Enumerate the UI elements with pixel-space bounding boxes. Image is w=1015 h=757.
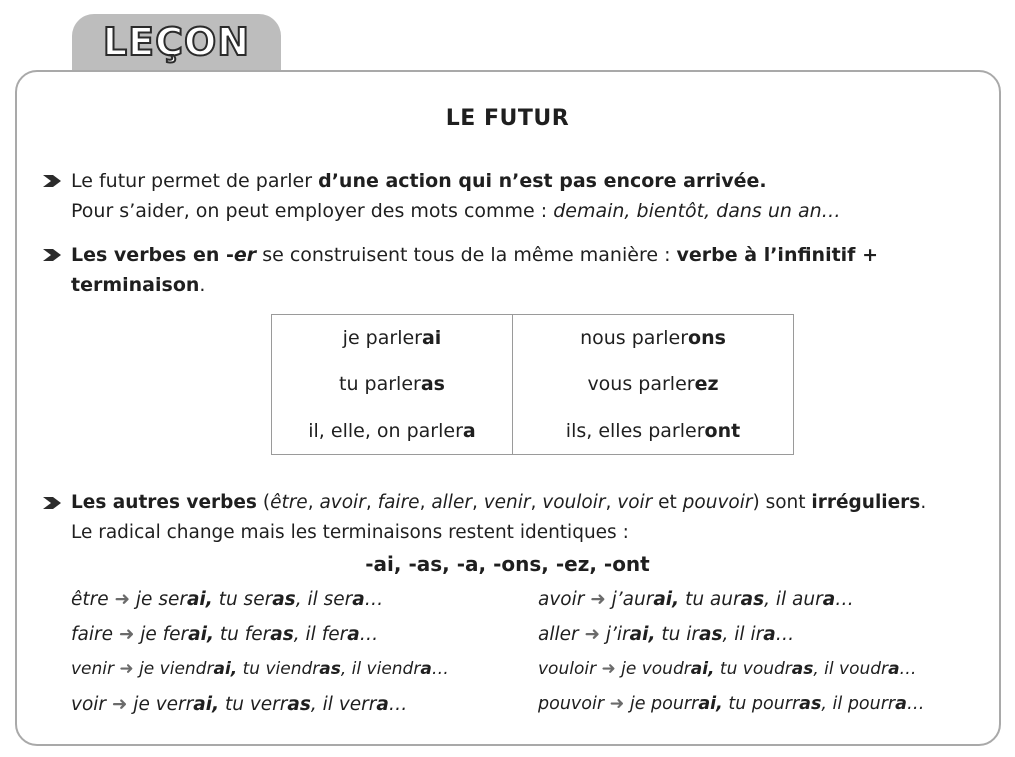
point-1-line2: Pour s’aider, on peut employer des mots comme : [71,200,554,222]
point-2-er: er [233,244,257,266]
table-row [272,408,794,455]
point-3-irreguliers: irréguliers [811,492,921,513]
example-avoir: avoir ➜ j’aurai, tu auras, il aura… [538,589,854,610]
lesson-title: LE FUTUR [445,106,570,131]
example-voir: voir ➜ je verrai, tu verras, il verra… [71,694,408,715]
bullet-arrow-icon [43,249,61,261]
lesson-tab-label: LEÇON [102,20,251,64]
point-2-rule: verbe à l’infinitif + [676,244,878,266]
point-1 [71,166,971,226]
point-3: Les autres verbes (être, avoir, faire, aller, venir, vouloir, voir et pouvoir) sont irréguliers. Le radical change mais les terminaisons restent identiques : [71,488,971,548]
bullet-arrow-icon [43,497,61,509]
arrow-icon: ➜ [590,589,606,610]
table-row [272,361,794,407]
conjugation-table [271,314,794,455]
point-2-bold: Les verbes en - [71,244,234,266]
conj-cell: nous parlerons [580,327,726,350]
point-2-text: se construisent tous de la même manière : [256,244,677,266]
table-row [272,315,794,362]
example-aller: aller ➜ j’irai, tu iras, il ira… [538,624,795,645]
example-pouvoir: pouvoir ➜ je pourrai, tu pourras, il pourra… [538,694,925,714]
point-3-bold: Les autres verbes [71,492,257,513]
bullet-arrow-icon [43,175,61,187]
conj-cell: vous parlerez [587,373,719,396]
endings-line: -ai, -as, -a, -ons, -ez, -ont [365,552,650,576]
point-1-examples: demain, bientôt, dans un an… [553,200,841,222]
conj-cell: je parlerai [272,315,513,362]
conj-cell: tu parleras [272,361,513,407]
point-2-period: . [199,274,206,296]
point-3-line2: Le radical change mais les terminaisons restent identiques : [71,522,629,543]
point-2 [71,240,971,300]
conj-cell: ils, elles parleront [565,419,741,442]
arrow-icon: ➜ [114,589,131,610]
arrow-icon: ➜ [111,694,128,715]
example-venir: venir ➜ je viendrai, tu viendras, il viendra… [71,659,449,679]
point-1-text: Le futur permet de parler [71,170,319,192]
example-etre: être ➜ je serai, tu seras, il sera… [71,589,384,610]
arrow-icon: ➜ [609,694,625,714]
lesson-tab [72,14,281,70]
arrow-icon: ➜ [119,659,134,679]
point-1-bold: d’une action qui n’est pas encore arrivée. [318,170,767,192]
example-faire: faire ➜ je ferai, tu feras, il fera… [71,624,379,645]
example-vouloir: vouloir ➜ je voudrai, tu voudras, il voudra… [538,659,917,679]
point-2-terminaison: terminaison [71,274,200,296]
arrow-icon: ➜ [584,624,601,645]
conj-cell: il, elle, on parlera [272,408,513,455]
arrow-icon: ➜ [601,659,616,679]
arrow-icon: ➜ [118,624,135,645]
